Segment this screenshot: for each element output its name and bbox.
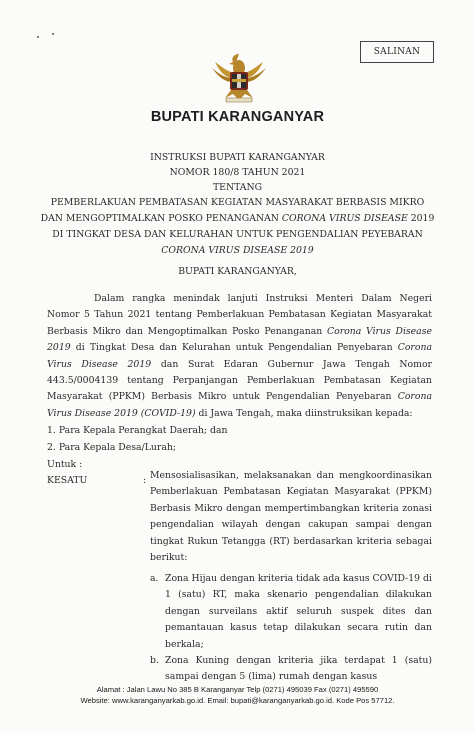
instruction-title: INSTRUKSI BUPATI KARANGANYAR: [150, 152, 325, 163]
instruction-tentang: TENTANG: [212, 182, 263, 193]
salinan-stamp: SALINAN: [360, 41, 434, 63]
subject-line-4: CORONA VIRUS DISEASE 2019: [161, 245, 314, 256]
criteria-marker: b.: [150, 655, 159, 666]
criteria-item: [150, 571, 432, 653]
kesatu-text: Mensosialisasikan, melaksanakan dan mengkoordinasikan Pemberlakuan Pembatasan Kegiatan Masyarakat (PPKM) Berbasis Mikro dengan mempertimbangkan kriteria zonasi pengendalian wilayah dengan cakupan sampai dengan tingkat Rukun Tetangga (RT) berdasarkan kriteria sebagai berikut:: [150, 470, 432, 564]
opening-paragraph: Dalam rangka menindak lanjuti Instruksi Menteri Dalam Negeri Nomor 5 Tahun 2021 tentang Pemberlakuan Pembatasan Kegiatan Masyarakat Berbasis Mikro dan Mengoptimalkan Posko Penanganan Corona Virus Disease 2019 di Tingkat Desa dan Kelurahan untuk Pengendalian Penyebaran Corona Virus Disease 2019 dan Surat Edaran Gubernur Jawa Tengah Nomor 443.5/0004139 tentang Perpanjangan Pemberlakuan Pembatasan Kegiatan Masyarakat (PPKM) Berbasis Mikro untuk Pengendalian Penyebaran Corona Virus Disease 2019 (COVID-19) di Jawa Tengah, maka diinstruksikan kepada:: [47, 293, 433, 419]
footer-address: Alamat : Jalan Lawu No 385 B Karanganyar Telp (0271) 495039 Fax (0271) 495590: [96, 685, 379, 694]
kesatu-label: KESATU: [47, 475, 88, 486]
scan-speck: [52, 33, 54, 35]
subject-line-3: DI TINGKAT DESA DAN KELURAHAN UNTUK PENGENDALIAN PEYEBARAN: [52, 229, 423, 240]
untuk-label: Untuk :: [47, 459, 83, 470]
scan-speck: [37, 36, 39, 38]
subject-line-2: DAN MENGOPTIMALKAN POSKO PENANGANAN CORONA VIRUS DISEASE 2019: [40, 213, 435, 224]
kesatu-colon: :: [143, 475, 147, 486]
criteria-text: Zona Kuning dengan kriteria jika terdapat 1 (satu) sampai dengan 5 (lima) rumah dengan kasus: [165, 655, 432, 683]
letterhead-title: BUPATI KARANGANYAR: [150, 109, 325, 125]
footer-contact: Website: www.karanganyarkab.go.id. Email: bupati@karanganyarkab.go.id. Kode Pos 57712.: [80, 696, 395, 705]
criteria-text: Zona Hijau dengan kriteria tidak ada kasus COVID-19 di 1 (satu) RT, maka skenario pengendalian dilakukan dengan surveilans aktif seluruh suspek dites dan pemantauan kasus tetap dilakukan secara rutin dan berkala;: [165, 573, 432, 650]
recipient-item: 1. Para Kepala Perangkat Daerah; dan: [47, 425, 228, 436]
criteria-marker: a.: [150, 573, 159, 584]
subject-line-1: PEMBERLAKUAN PEMBATASAN KEGIATAN MASYARAKAT BERBASIS MIKRO: [50, 197, 425, 208]
garuda-emblem-icon: [209, 48, 269, 106]
issuer-line: BUPATI KARANGANYAR,: [178, 266, 297, 277]
instruction-number: NOMOR 180/8 TAHUN 2021: [169, 167, 306, 178]
criteria-item: [150, 653, 432, 683]
recipient-item: 2. Para Kepala Desa/Lurah;: [47, 442, 176, 453]
